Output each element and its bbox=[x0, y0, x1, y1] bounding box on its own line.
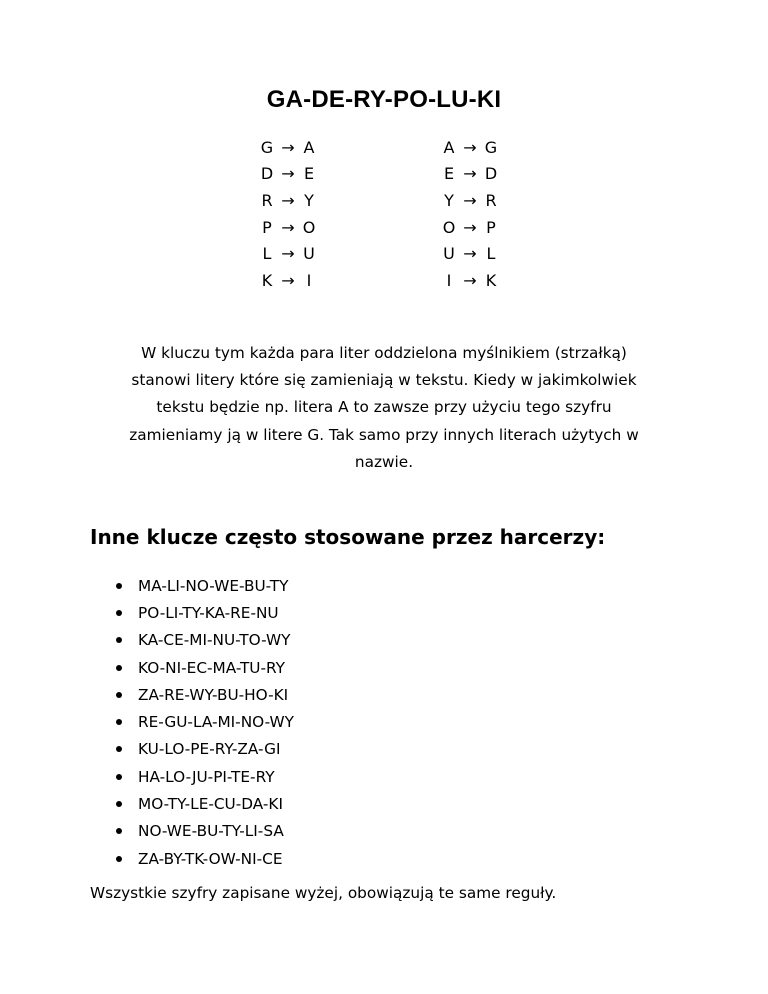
arrow-icon: → bbox=[281, 244, 295, 264]
mapping-left-column bbox=[260, 134, 316, 294]
bullet-icon bbox=[116, 719, 122, 725]
cipher-key: HA-LO-JU-PI-TE-RY bbox=[138, 767, 275, 786]
mapping-to: G bbox=[484, 137, 498, 157]
list-item bbox=[112, 599, 294, 626]
mapping-row bbox=[260, 134, 316, 161]
arrow-icon: → bbox=[463, 164, 477, 184]
list-item bbox=[112, 627, 294, 654]
bullet-icon bbox=[116, 856, 122, 862]
paragraph-line: zamieniamy ją w litere G. Tak samo przy innych literach użytych w bbox=[129, 425, 639, 444]
explanation-paragraph bbox=[88, 340, 680, 476]
cipher-key: KA-CE-MI-NU-TO-WY bbox=[138, 631, 291, 650]
mapping-row bbox=[442, 214, 498, 241]
mapping-from: L bbox=[262, 244, 272, 264]
cipher-key: RE-GU-LA-MI-NO-WY bbox=[138, 713, 294, 732]
arrow-icon: → bbox=[463, 270, 477, 290]
mapping-row bbox=[260, 240, 316, 267]
mapping-row bbox=[260, 161, 316, 188]
cipher-key: KO-NI-EC-MA-TU-RY bbox=[138, 658, 286, 677]
cipher-key: MA-LI-NO-WE-BU-TY bbox=[138, 576, 289, 595]
bullet-icon bbox=[116, 828, 122, 834]
arrow-icon: → bbox=[281, 164, 295, 184]
mapping-from: A bbox=[443, 137, 455, 157]
list-item bbox=[112, 845, 294, 872]
mapping-row bbox=[442, 240, 498, 267]
mapping-to: D bbox=[484, 164, 498, 184]
mapping-to: A bbox=[303, 137, 315, 157]
cipher-key: KU-LO-PE-RY-ZA-GI bbox=[138, 740, 281, 759]
arrow-icon: → bbox=[463, 244, 477, 264]
mapping-to: I bbox=[306, 270, 312, 290]
footer-note: Wszystkie szyfry zapisane wyżej, obowiązują te same reguły. bbox=[90, 884, 557, 902]
arrow-icon: → bbox=[281, 270, 295, 290]
mapping-to: L bbox=[486, 244, 496, 264]
cipher-key: ZA-RE-WY-BU-HO-KI bbox=[138, 685, 289, 704]
mapping-row bbox=[260, 267, 316, 294]
mapping-from: U bbox=[443, 244, 455, 264]
list-item bbox=[112, 572, 294, 599]
mapping-to: P bbox=[486, 217, 496, 237]
list-item bbox=[112, 654, 294, 681]
arrow-icon: → bbox=[281, 137, 295, 157]
arrow-icon: → bbox=[463, 217, 477, 237]
mapping-to: U bbox=[303, 244, 315, 264]
cipher-key: PO-LI-TY-KA-RE-NU bbox=[138, 603, 279, 622]
mapping-to: K bbox=[485, 270, 497, 290]
cipher-key: ZA-BY-TK-OW-NI-CE bbox=[138, 849, 283, 868]
mapping-to: E bbox=[303, 164, 315, 184]
mapping-right-column bbox=[442, 134, 498, 294]
section-heading: Inne klucze często stosowane przez harcerzy: bbox=[90, 525, 606, 549]
mapping-from: E bbox=[443, 164, 455, 184]
mapping-from: P bbox=[262, 217, 272, 237]
document-title: GA-DE-RY-PO-LU-KI bbox=[266, 86, 502, 113]
mapping-from: D bbox=[260, 164, 274, 184]
list-item bbox=[112, 681, 294, 708]
paragraph-line: stanowi litery które się zamieniają w tekstu. Kiedy w jakimkolwiek bbox=[131, 371, 637, 390]
list-item bbox=[112, 708, 294, 735]
mapping-row bbox=[442, 187, 498, 214]
mapping-to: Y bbox=[304, 190, 314, 210]
bullet-icon bbox=[116, 610, 122, 616]
arrow-icon: → bbox=[463, 190, 477, 210]
arrow-icon: → bbox=[281, 217, 295, 237]
paragraph-line: W kluczu tym każda para liter oddzielona myślnikiem (strzałką) bbox=[141, 344, 627, 362]
arrow-icon: → bbox=[281, 190, 295, 210]
list-item bbox=[112, 736, 294, 763]
list-item bbox=[112, 763, 294, 790]
bullet-icon bbox=[116, 692, 122, 698]
mapping-row bbox=[442, 161, 498, 188]
bullet-icon bbox=[116, 801, 122, 807]
paragraph-line: nazwie. bbox=[354, 452, 414, 471]
cipher-key: MO-TY-LE-CU-DA-KI bbox=[138, 795, 283, 814]
mapping-from: K bbox=[261, 270, 273, 290]
cipher-key: NO-WE-BU-TY-LI-SA bbox=[138, 822, 284, 841]
mapping-row bbox=[260, 187, 316, 214]
list-item bbox=[112, 818, 294, 845]
mapping-row bbox=[442, 134, 498, 161]
bullet-icon bbox=[116, 746, 122, 752]
mapping-row bbox=[260, 214, 316, 241]
bullet-icon bbox=[116, 583, 122, 589]
mapping-from: I bbox=[446, 270, 452, 290]
cipher-key-list bbox=[112, 572, 294, 872]
mapping-from: G bbox=[260, 137, 274, 157]
list-item bbox=[112, 790, 294, 817]
mapping-from: R bbox=[261, 190, 273, 210]
mapping-from: O bbox=[442, 217, 456, 237]
bullet-icon bbox=[116, 665, 122, 671]
mapping-to: R bbox=[485, 190, 497, 210]
bullet-icon bbox=[116, 774, 122, 780]
mapping-row bbox=[442, 267, 498, 294]
mapping-to: O bbox=[302, 217, 316, 237]
arrow-icon: → bbox=[463, 137, 477, 157]
bullet-icon bbox=[116, 637, 122, 643]
paragraph-line: tekstu będzie np. litera A to zawsze przy użyciu tego szyfru bbox=[156, 398, 612, 417]
mapping-from: Y bbox=[444, 190, 454, 210]
